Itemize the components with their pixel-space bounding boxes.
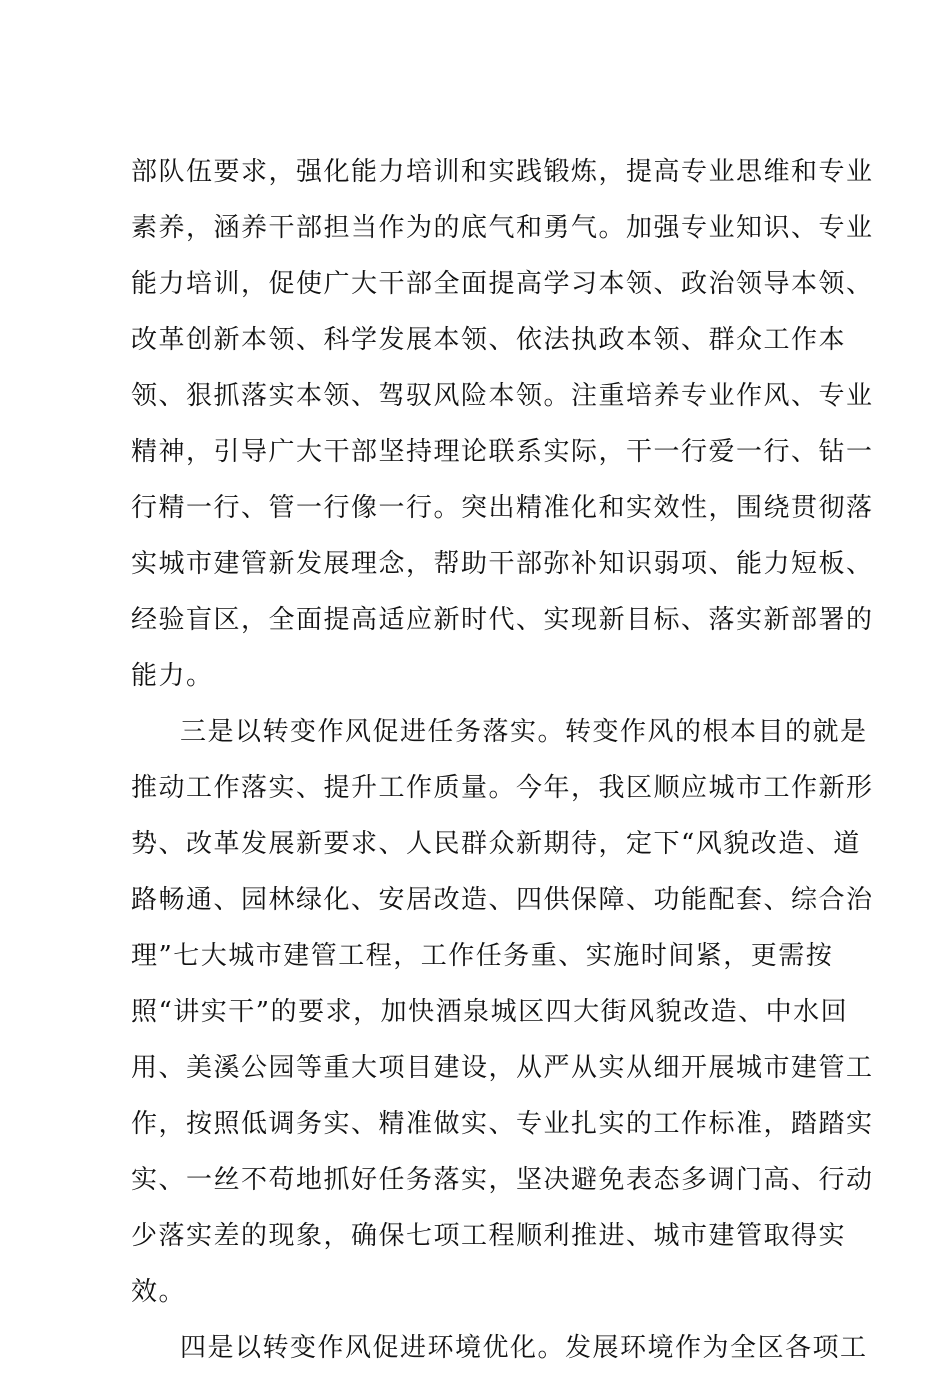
text-line: 能力。 <box>131 661 214 691</box>
text-line: 势、改革发展新要求、人民群众新期待，定下“风貌改造、道 <box>131 829 861 859</box>
text-line: 少落实差的现象，确保七项工程顺利推进、城市建管取得实 <box>131 1221 847 1251</box>
text-line: 效。 <box>131 1277 187 1307</box>
text-line: 行精一行、管一行像一行。突出精准化和实效性，围绕贯彻落 <box>131 493 874 523</box>
text-line: 能力培训，促使广大干部全面提高学习本领、政治领导本领、 <box>131 269 874 299</box>
text-line: 推动工作落实、提升工作质量。今年，我区顺应城市工作新形 <box>131 773 874 803</box>
text-line: 改革创新本领、科学发展本领、依法执政本领、群众工作本 <box>131 325 847 355</box>
text-line: 照“讲实干”的要求，加快酒泉城区四大街风貌改造、中水回 <box>131 997 849 1027</box>
paragraph-start-line: 三是以转变作风促进任务落实。转变作风的根本目的就是 <box>180 717 868 747</box>
text-line: 路畅通、园林绿化、安居改造、四供保障、功能配套、综合治 <box>131 885 874 915</box>
text-line: 用、美溪公园等重大项目建设，从严从实从细开展城市建管工 <box>131 1053 874 1083</box>
text-line: 素养，涵养干部担当作为的底气和勇气。加强专业知识、专业 <box>131 213 874 243</box>
text-line: 部队伍要求，强化能力培训和实践锻炼，提高专业思维和专业 <box>131 157 874 187</box>
text-line: 作，按照低调务实、精准做实、专业扎实的工作标准，踏踏实 <box>131 1109 874 1139</box>
text-line: 领、狠抓落实本领、驾驭风险本领。注重培养专业作风、专业 <box>131 381 874 411</box>
text-line: 理”七大城市建管工程，工作任务重、实施时间紧，更需按 <box>131 941 834 971</box>
text-line: 实城市建管新发展理念，帮助干部弥补知识弱项、能力短板、 <box>131 549 874 579</box>
text-line: 精神，引导广大干部坚持理论联系实际，干一行爱一行、钻一 <box>131 437 874 467</box>
text-line: 实、一丝不苟地抓好任务落实，坚决避免表态多调门高、行动 <box>131 1165 874 1195</box>
body-text <box>131 150 874 1382</box>
text-line: 经验盲区，全面提高适应新时代、实现新目标、落实新部署的 <box>131 605 874 635</box>
paragraph-start-line: 四是以转变作风促进环境优化。发展环境作为全区各项工 <box>180 1333 868 1363</box>
